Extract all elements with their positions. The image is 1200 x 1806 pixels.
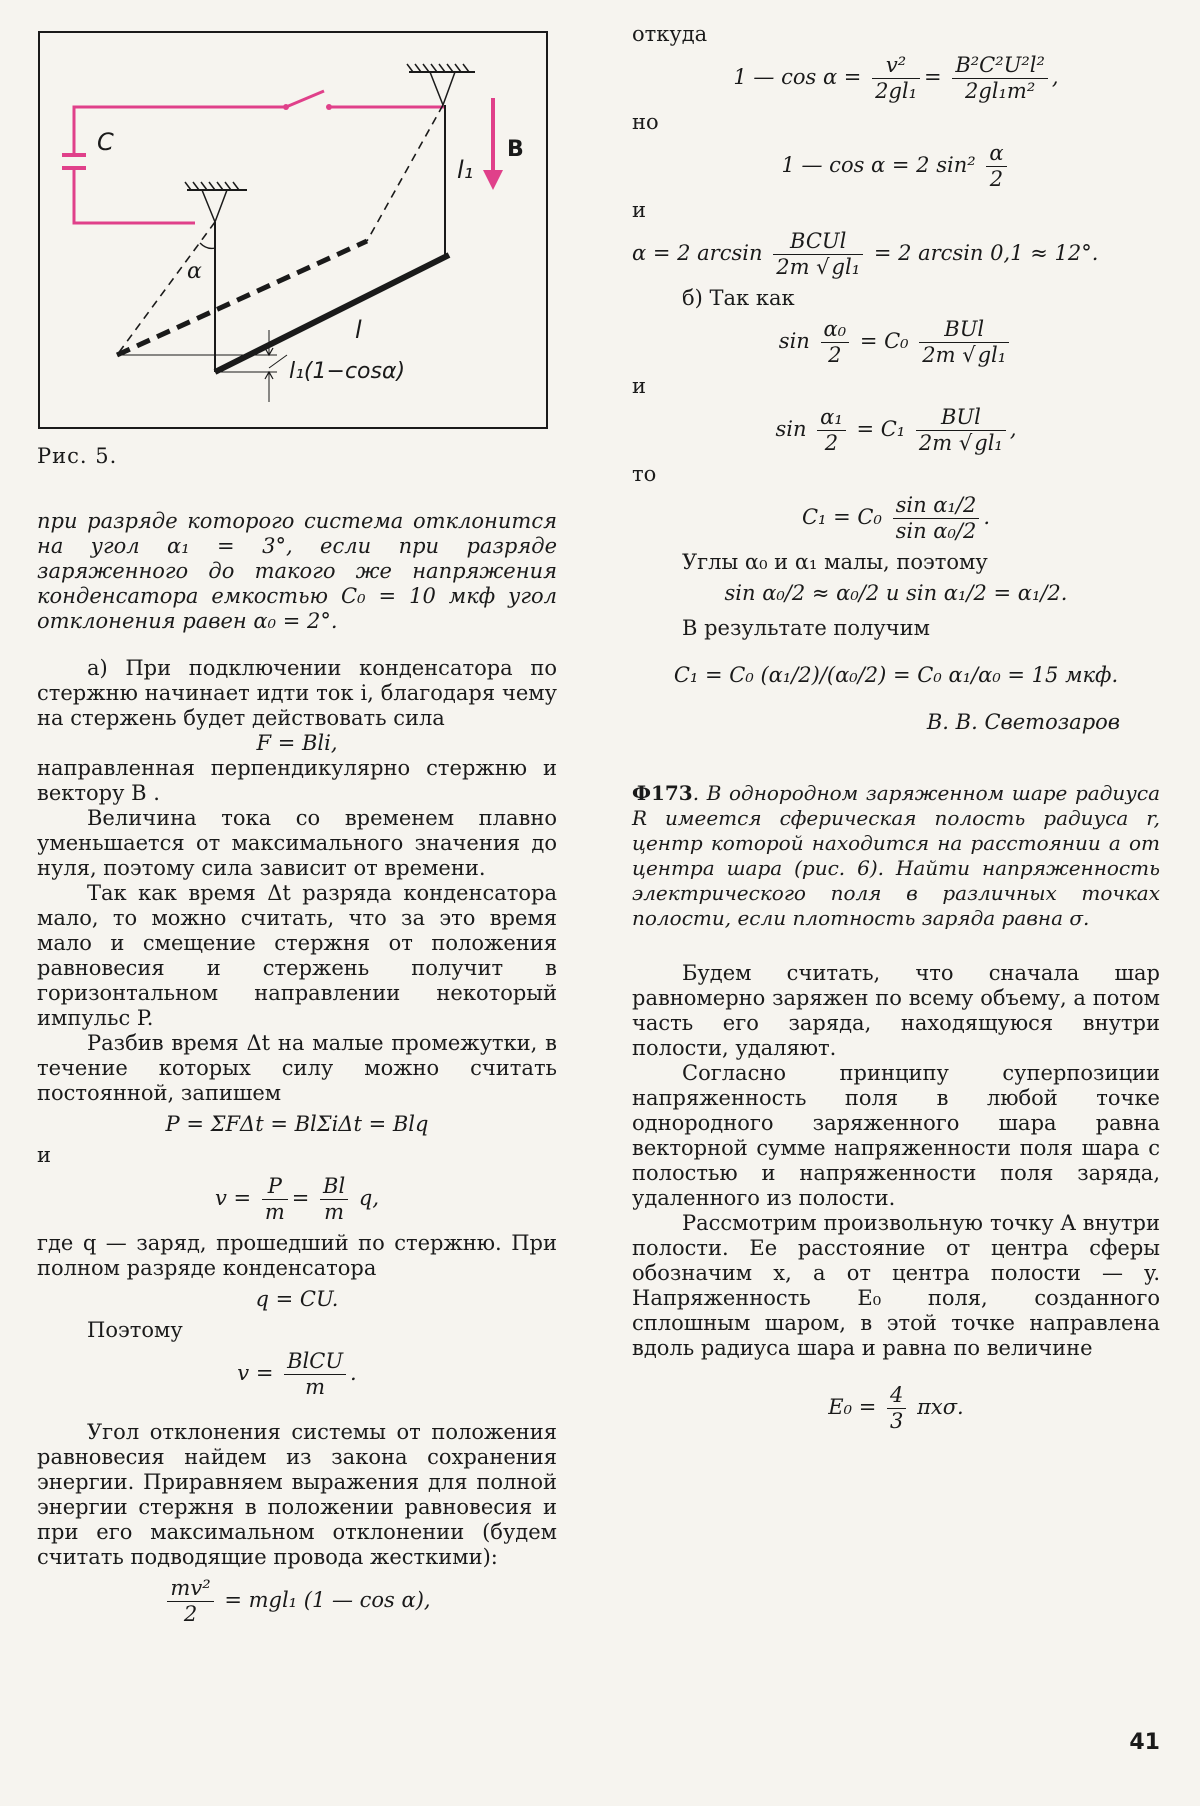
left-column	[37, 30, 557, 1633]
eq-velocity-2: v = $\frac{\text{BlCU}}{m}$ .	[237, 1349, 357, 1399]
word-and-1: и	[632, 198, 646, 222]
eq-cos-1: 1 — cos α = $\frac{\text{v²}}{\text{2gl₁}}$ = $\frac{\text{B²C²U²l²}}{\text{2gl₁m²}}$ ,	[733, 53, 1059, 103]
pendulum-diagram	[37, 30, 549, 430]
word-otkuda: откуда	[632, 22, 708, 46]
word-to: то	[632, 462, 657, 486]
page-number: 41	[1129, 1730, 1160, 1755]
para-charge: где q — заряд, прошедший по стержню. При полном разряде конденсатора	[37, 1231, 557, 1280]
eq-charge: q = CU.	[255, 1287, 339, 1311]
para-superpose-1: Будем считать, что сначала шар равномерно заряжен по всему объему, а потом часть его заряда, находящуюся внутри полости, удаляют.	[632, 961, 1160, 1060]
eq-cos-2: 1 — cos α = 2 sin² $\frac{\alpha}{2}$	[632, 141, 1160, 192]
eq-sin-1: sin $\frac{\text{α₁}}{2}$ = C₁ $\frac{\text{BUl}}{\text{2m √gl₁}}$ ,	[775, 405, 1017, 455]
label-l1: l₁	[457, 156, 474, 184]
para-a: а) При подключении конденсатора по стержню начинает идти ток i, благодаря чему на стержень будет действовать сила	[37, 656, 557, 730]
para-b: б) Так как	[682, 286, 795, 310]
label-b-field: B	[507, 137, 524, 162]
label-displacement: l₁(1−cosα)	[289, 359, 406, 384]
eq-force: F = Bli,	[256, 731, 338, 755]
signature: В. В. Светозаров	[926, 710, 1120, 734]
label-alpha: α	[187, 259, 202, 284]
para-point-a: Рассмотрим произвольную точку A внутри полости. Ее расстояние от центра сферы обозначим x, а от центра полости — y. Напряженность E₀ поля, созданного сплошным шаром, в этой точке направлена вдоль радиуса шара и равна по величине	[632, 1211, 1160, 1360]
para-split: Разбив время Δt на малые промежутки, в течение которых силу можно считать постоянной, запишем	[37, 1031, 557, 1105]
word-and-2: и	[632, 374, 646, 398]
para-therefore: Поэтому	[87, 1318, 183, 1342]
figure-caption: Рис. 5.	[37, 444, 118, 468]
problem-f173: Ф173. В однородном заряженном шаре радиуса R имеется сферическая полость радиуса r, центр которой находится на расстоянии a от центра шара (рис. 6). Найти напряженность электрического поля в различных точках полости, если плотность заряда равна σ.	[632, 781, 1160, 930]
label-l: l	[355, 316, 362, 344]
eq-impulse: P = ΣFΔt = BlΣiΔt = Blq	[165, 1112, 429, 1136]
word-no: но	[632, 110, 659, 134]
right-column	[632, 22, 1160, 1440]
eq-velocity: v = $\frac{P}{m}$ = $\frac{Bl}{m}$ q,	[215, 1174, 379, 1224]
problem-tail: при разряде которого система отклонится на угол α₁ = 3°, если при разряде заряженного до такого же напряжения конденсатора емкостью C₀ = 10 мкф угол отклонения равен α₀ = 2°.	[37, 509, 557, 633]
label-capacitor: C	[97, 128, 114, 156]
eq-energy: $\frac{\text{mv²}}{2}$ = mgl₁ (1 — cos α),	[37, 1576, 557, 1627]
eq-result: C₁ = C₀ (α₁/2)/(α₀/2) = C₀ α₁/α₀ = 15 мкф.	[673, 663, 1119, 687]
para-direction: направленная перпендикулярно стержню и вектору B .	[37, 756, 557, 805]
eq-approx: sin α₀/2 ≈ α₀/2 и sin α₁/2 = α₁/2.	[724, 581, 1068, 605]
para-energy: Угол отклонения системы от положения равновесия найдем из закона сохранения энергии. Приравняем выражения для полной энергии стержня в положении равновесия и при его максимальном отклонении (будем считать подводящие провода жесткими):	[37, 1420, 557, 1569]
eq-e0: E₀ = $\frac{4}{3}$ πxσ.	[828, 1383, 964, 1433]
eq-sin-0: sin $\frac{\text{α₀}}{2}$ = C₀ $\frac{\text{BUl}}{\text{2m √gl₁}}$	[632, 317, 1160, 368]
figure-5	[37, 30, 549, 430]
eq-c1: C₁ = C₀ $\frac{\text{sin α₁/2}}{\text{sin α₀/2}}$ .	[801, 493, 991, 543]
para-small-angles: Углы α₀ и α₁ малы, поэтому	[682, 550, 988, 574]
para-result: В результате получим	[682, 616, 930, 640]
problem-number: Ф173	[632, 781, 693, 805]
para-impulse: Так как время Δt разряда конденсатора мало, то можно считать, что за это время мало и смещение стержня от положения равновесия и стержень получит в горизонтальном направлении некоторый импульс P.	[37, 881, 557, 1030]
eq-alpha: α = 2 arcsin $\frac{\text{BCUl}}{\text{2m √gl₁}}$ = 2 arcsin 0,1 ≈ 12°.	[632, 229, 1099, 279]
para-current: Величина тока со временем плавно уменьшается от максимального значения до нуля, поэтому сила зависит от времени.	[37, 806, 557, 880]
word-and: и	[37, 1143, 51, 1167]
para-superpose-2: Согласно принципу суперпозиции напряженность поля в любой точке однородного заряженного шара равна векторной сумме напряженности поля шара с полостью и напряженности поля заряда, удаленного из полости.	[632, 1061, 1160, 1210]
